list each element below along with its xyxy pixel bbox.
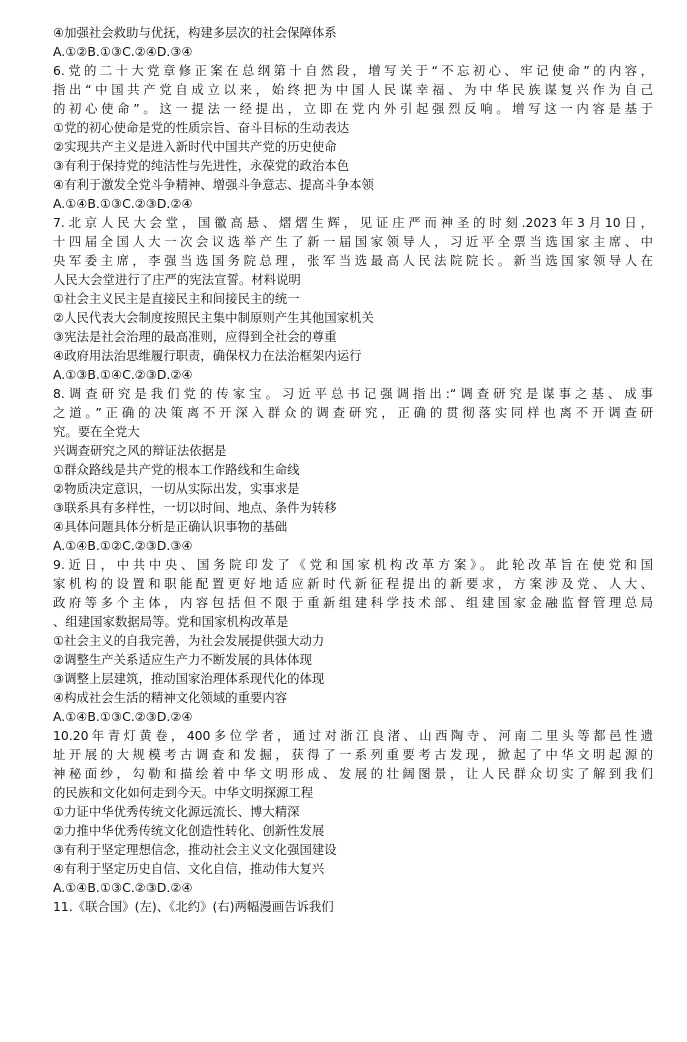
text-line: ②调整生产关系适应生产力不断发展的具体体现	[53, 652, 312, 667]
text-line: ③有利于坚定理想信念，推动社会主义文化强国建设	[53, 842, 337, 857]
text-line: ③宪法是社会治理的最高准则，应得到全社会的尊重	[53, 329, 337, 344]
text-line: A.①③B.①④C.②③D.②④	[53, 367, 193, 382]
text-line: 神秘面纱，勾勒和描绘着中华文明形成、发展的壮阔图景，让人民群众切实了解到我们	[53, 766, 653, 781]
text-line: ④有利于激发全党斗争精神、增强斗争意志、提高斗争本领	[53, 177, 374, 192]
text-line: 究。要在全党大	[53, 424, 140, 439]
text-line: ③调整上层建筑，推动国家治理体系现代化的体现	[53, 671, 325, 686]
text-line: ①社会主义的自我完善，为社会发展提供强大动力	[53, 633, 325, 648]
text-line: 指出“中国共产党自成立以来，始终把为中国人民谋幸福、为中华民族谋复兴作为自己	[53, 82, 653, 97]
text-line: ④政府用法治思维履行职责，确保权力在法治框架内运行	[53, 348, 362, 363]
text-line: ①社会主义民主是直接民主和间接民主的统一	[53, 291, 300, 306]
text-line: 人民大会堂进行了庄严的宪法宣誓。材料说明	[53, 272, 301, 287]
text-line: ①力证中华优秀传统文化源远流长、博大精深	[53, 804, 300, 819]
text-line: A.①②B.①③C.②④D.③④	[53, 44, 193, 59]
text-line: A.①④B.①②C.②③D.③④	[53, 538, 193, 553]
text-line: 的民族和文化如何走到今天。中华文明探源工程	[53, 785, 314, 800]
text-line: 8.调查研究是我们党的传家宝。习近平总书记强调指出:“调查研究是谋事之基、成事	[53, 386, 653, 401]
text-line: A.①④B.①③C.②③D.②④	[53, 196, 193, 211]
text-line: 7.北京人民大会堂，国徽高悬、熠熠生辉，见证庄严而神圣的时刻.2023年3月10日，	[53, 215, 653, 230]
text-line: A.①④B.①③C.②③D.②④	[53, 709, 193, 724]
text-line: 央军委主席，李强当选国务院总理，张军当选最高人民法院院长。新当选国家领导人在	[53, 253, 653, 268]
text-line: ②人民代表大会制度按照民主集中制原则产生其他国家机关	[53, 310, 374, 325]
text-line: 的初心使命”。这一提法一经提出，立即在党内外引起强烈反响。增写这一内容是基于	[53, 101, 653, 116]
text-line: ④构成社会生活的精神文化领域的重要内容	[53, 690, 288, 705]
text-line: 兴调查研究之风的辩证法依据是	[53, 443, 227, 458]
text-line: 十四届全国人大一次会议选举产生了新一届国家领导人，习近平全票当选国家主席、中	[53, 234, 653, 249]
text-line: 11.《联合国》(左)、《北约》(右)两幅漫画告诉我们	[53, 899, 334, 914]
text-line: 家机构的设置和职能配置更好地适应新时代新征程提出的新要求，方案涉及党、人大、	[53, 576, 653, 591]
text-line: 9.近日，中共中央、国务院印发了《党和国家机构改革方案》。此轮改革旨在使党和国	[53, 557, 653, 572]
text-line: ①群众路线是共产党的根本工作路线和生命线	[53, 462, 300, 477]
text-line: 之道。”正确的决策离不开深入群众的调查研究，正确的贯彻落实同样也离不开调查研	[53, 405, 653, 420]
text-line: 、组建国家数据局等。党和国家机构改革是	[53, 614, 289, 629]
text-line: ④有利于坚定历史自信、文化自信，推动伟大复兴	[53, 861, 325, 876]
text-line: ④加强社会救助与优抚，构建多层次的社会保障体系	[53, 25, 337, 40]
text-line: 政府等多个主体，内容包括但不限于重新组建科学技术部、组建国家金融监督管理总局	[53, 595, 653, 610]
text-line: ②物质决定意识，一切从实际出发，实事求是	[53, 481, 300, 496]
text-line: ②力推中华优秀传统文化创造性转化、创新性发展	[53, 823, 325, 838]
exam-document	[53, 23, 653, 916]
text-line: 10.20年青灯黄卷，400多位学者，通过对浙江良渚、山西陶寺、河南二里头等都邑性遗	[53, 728, 653, 743]
text-line: ①党的初心使命是党的性质宗旨、奋斗目标的生动表达	[53, 120, 350, 135]
text-line: 6.党的二十大党章修正案在总纲第十自然段，增写关于“不忘初心、牢记使命”的内容，	[53, 63, 653, 78]
text-line: 址开展的大规模考古调查和发掘，获得了一系列重要考古发现，掀起了中华文明起源的	[53, 747, 653, 762]
text-line: A.①④B.①③C.②③D.②④	[53, 880, 193, 895]
text-line: ④具体问题具体分析是正确认识事物的基础	[53, 519, 288, 534]
text-line: ③联系具有多样性，一切以时间、地点、条件为转移	[53, 500, 337, 515]
text-line: ③有利于保持党的纯洁性与先进性，永葆党的政治本色	[53, 158, 350, 173]
text-line: ②实现共产主义是进入新时代中国共产党的历史使命	[53, 139, 337, 154]
